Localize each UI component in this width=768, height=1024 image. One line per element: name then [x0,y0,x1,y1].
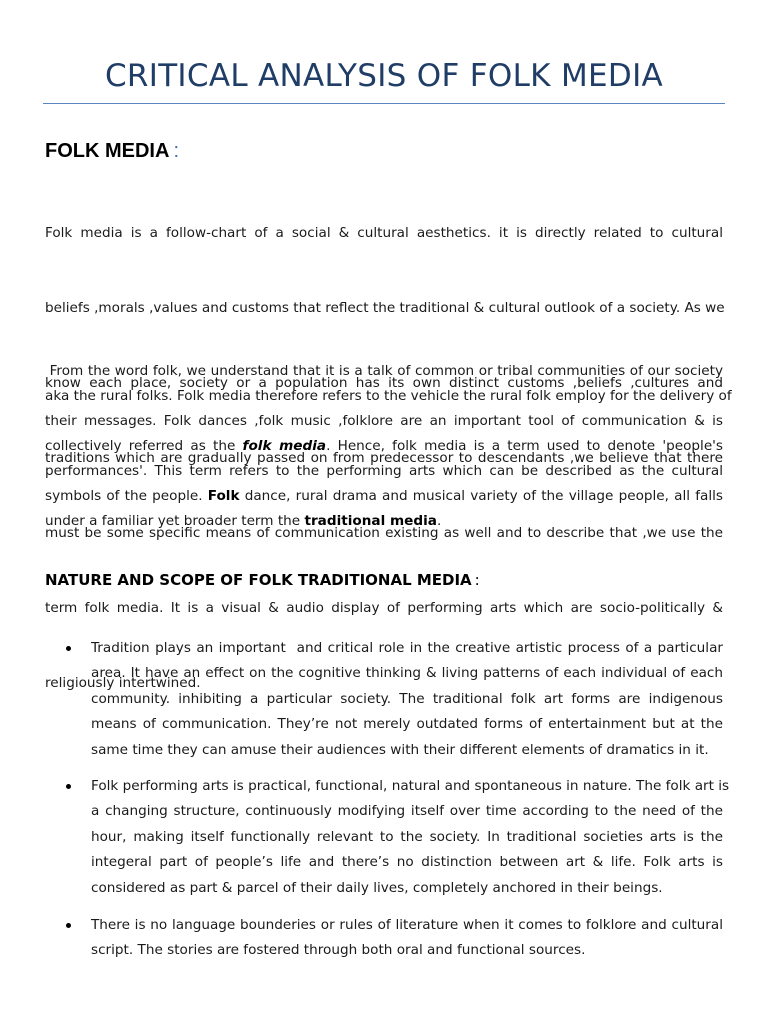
text-run: . Hence, folk media is a term used to denote 'people's [326,438,724,454]
paragraph-line: performances'. This term refers to the performing arts which can be described as the cultural [45,463,723,479]
bullet-icon [66,923,71,928]
bullet-item [91,774,730,901]
paragraph-line: beliefs ,morals ,values and customs that reflect the traditional & cultural outlook of a society. As we [45,300,725,316]
paragraph-line: religiously intertwined. [45,675,201,691]
paragraph-line [45,484,723,509]
text-run: . [436,513,442,529]
bullet-line: Tradition plays an important and critical role in the creative artistic process of a particular [91,640,723,656]
text-run: dance, rural drama and musical variety of the village people, all falls [239,488,723,504]
bullet-line: There is no language bounderies or rules of literature when it comes to folklore and cultural [91,917,723,933]
bullet-line: a changing structure, continuously modifying itself over time according to the need of the [91,803,723,820]
bullet-item [91,636,723,763]
paragraph-line: must be some specific means of communication existing as well and to describe that ,we use the [45,525,723,541]
bold-folk: Folk [207,488,240,504]
bullet-icon [66,784,71,789]
text-run: symbols of the people. [45,488,208,504]
bullet-line: same time they can amuse their audiences with their different elements of dramatics in it. [91,741,709,758]
paragraph-line: From the word folk, we understand that it is a talk of common or tribal communities of our society [45,363,723,379]
text-run: collectively referred as the [45,438,243,454]
page-title: CRITICAL ANALYSIS OF FOLK MEDIA [104,58,664,94]
bold-traditional-media: traditional media [304,513,437,529]
section-heading-colon: : [173,140,179,162]
bullet-icon [66,646,71,651]
sub-heading-colon: : [474,571,480,589]
bullet-line: area. It have an effect on the cognitive thinking & living patterns of each individual of each [91,665,723,682]
paragraph-line: aka the rural folks. Folk media therefore refers to the vehicle the rural folk employ for the delivery of [45,388,732,404]
paragraph-folk-definition [45,359,732,534]
bullet-line: considered as part & parcel of their daily lives, completely anchored in their beings. [91,879,663,896]
bullet-line: community. inhibiting a particular society. The traditional folk art forms are indigenous [91,690,723,707]
section-heading-text: FOLK MEDIA [45,140,170,162]
paragraph-line: term folk media. It is a visual & audio display of performing arts which are socio-politically & [45,600,723,616]
section-heading-folk-media [45,140,179,163]
title-divider [43,103,725,104]
bullet-line: means of communication. They’re not merely outdated forms of entertainment but at the [91,716,723,733]
paragraph-line: Folk media is a follow-chart of a social & cultural aesthetics. it is directly related to cultural [45,225,723,241]
paragraph-line: know each place, society or a population has its own distinct customs ,beliefs ,cultures and [45,375,723,391]
paragraph-line [45,509,723,534]
paragraph-line [45,434,723,459]
bullet-line: script. The stories are fostered through both oral and functional sources. [91,942,586,959]
paragraph-line: their messages. Folk dances ,folk music ,folklore are an important tool of communication & is [45,413,723,429]
section-heading-nature-scope [45,571,480,589]
bullet-item [91,913,723,964]
bullet-line: integeral part of people’s life and there’s no distinction between art & life. Folk arts is [91,854,723,871]
bullet-line: Folk performing arts is practical, functional, natural and spontaneous in nature. The folk art is [91,778,730,794]
bullet-line: hour, making itself functionally relevant to the society. In traditional societies arts is the [91,828,723,845]
emphasis-folk-media: folk media [242,438,327,454]
paragraph-line: traditions which are gradually passed on from predecessor to descendants ,we believe that there [45,450,723,466]
sub-heading-text: NATURE AND SCOPE OF FOLK TRADITIONAL MEDIA [45,571,472,589]
text-run: under a familiar yet broader term the [45,513,305,529]
